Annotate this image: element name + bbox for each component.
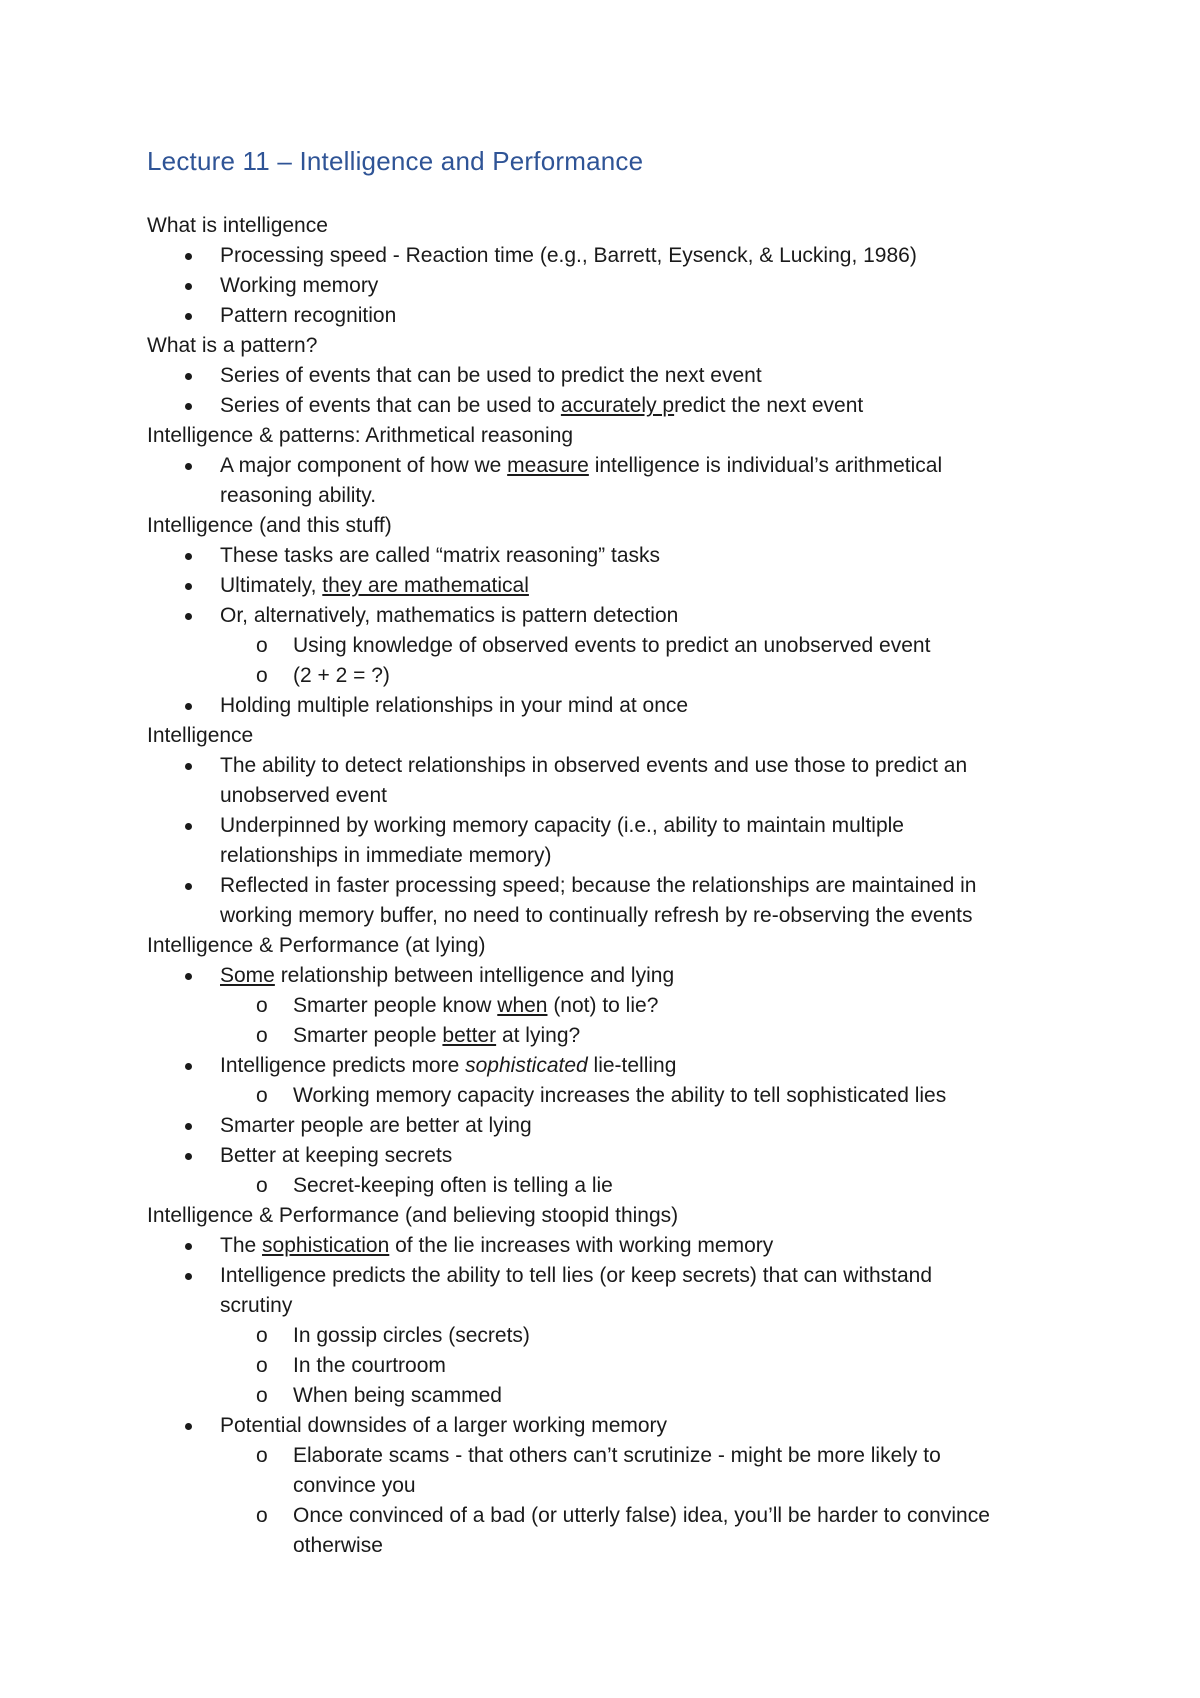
text-run: Working memory [220, 274, 379, 297]
bullet-item [147, 571, 1047, 601]
text-run: (2 + 2 = ?) [293, 664, 390, 687]
text-run: Intelligence & Performance (at lying) [147, 934, 486, 957]
text-run: lie-telling [587, 1054, 677, 1077]
text-run: reasoning ability. [220, 484, 377, 507]
text-run: Series of events that can be used to [220, 394, 561, 417]
bullet-item [147, 961, 1047, 991]
section-heading [147, 421, 1047, 451]
text-run: redict the next event [674, 394, 864, 417]
text-run: Elaborate scams - that others can’t scrutinize - might be more likely to [293, 1444, 941, 1467]
text-run: Once convinced of a bad (or utterly false) idea, you’ll be harder to convince [293, 1504, 990, 1527]
text-run: What is intelligence [147, 214, 328, 237]
text-run: Or, alternatively, mathematics is pattern detection [220, 604, 679, 627]
text-run: intelligence is individual’s arithmetical [588, 454, 943, 477]
text-run: Reflected in faster processing speed; because the relationships are maintained in [220, 874, 977, 897]
section-heading [147, 511, 1047, 541]
text-run: Smarter people [293, 1024, 443, 1047]
text-run: Better at keeping secrets [220, 1144, 453, 1167]
text-run: Series of events that can be used to predict the next event [220, 364, 762, 387]
text-run: In gossip circles (secrets) [293, 1324, 530, 1347]
text-run: Processing speed - Reaction time (e.g., Barrett, Eysenck, & Lucking, 1986) [220, 244, 917, 267]
text-run: Underpinned by working memory capacity (i.e., ability to maintain multiple [220, 814, 904, 837]
sub-bullet-item [147, 1441, 1047, 1471]
text-run: The ability to detect relationships in observed events and use those to predict an [220, 754, 968, 777]
text-run: otherwise [293, 1534, 383, 1557]
bullet-item [147, 361, 1047, 391]
bullet-item [147, 601, 1047, 631]
section-heading [147, 211, 1047, 241]
text-run: A major component of how we [220, 454, 508, 477]
sub-bullet-item [147, 1381, 1047, 1411]
sub-bullet-item [147, 1081, 1047, 1111]
text-run: at lying? [496, 1024, 581, 1047]
sub-bullet-item [147, 1021, 1047, 1051]
section-heading [147, 1201, 1047, 1231]
text-run: Intelligence & Performance (and believing stoopid things) [147, 1204, 679, 1227]
bullet-item [147, 451, 1047, 481]
text-run: Holding multiple relationships in your mind at once [220, 694, 689, 717]
bullet-item-continuation [147, 901, 1047, 931]
bullet-item [147, 751, 1047, 781]
bullet-item [147, 1141, 1047, 1171]
text-run: Intelligence predicts more [220, 1054, 466, 1077]
text-run: Secret-keeping often is telling a lie [293, 1174, 613, 1197]
bullet-item [147, 271, 1047, 301]
bullet-item-continuation [147, 781, 1047, 811]
underlined-text: accurately p [560, 394, 675, 417]
text-run: Ultimately, [220, 574, 323, 597]
section-heading [147, 331, 1047, 361]
sub-bullet-item [147, 1351, 1047, 1381]
sub-bullet-item-continuation [147, 1471, 1047, 1501]
text-run: Intelligence (and this stuff) [147, 514, 392, 537]
underlined-text: measure [507, 454, 589, 477]
bullet-item [147, 541, 1047, 571]
text-run: scrutiny [220, 1294, 293, 1317]
page-title: Lecture 11 – Intelligence and Performance [147, 146, 644, 176]
text-run: of the lie increases with working memory [389, 1234, 774, 1257]
section-heading [147, 931, 1047, 961]
underlined-text: they are mathematical [322, 574, 529, 597]
text-run: These tasks are called “matrix reasoning” tasks [220, 544, 661, 567]
underlined-text: when [497, 994, 548, 1017]
sub-bullet-item [147, 1501, 1047, 1531]
text-run: Pattern recognition [220, 304, 397, 327]
text-run: Smarter people are better at lying [220, 1114, 532, 1137]
bullet-item [147, 1111, 1047, 1141]
bullet-item [147, 1261, 1047, 1291]
bullet-item-continuation [147, 481, 1047, 511]
text-run: Smarter people know [293, 994, 498, 1017]
sub-bullet-item [147, 661, 1047, 691]
underlined-text: Some [220, 964, 275, 987]
section-heading [147, 721, 1047, 751]
bullet-item [147, 241, 1047, 271]
bullet-item [147, 1051, 1047, 1081]
text-run: relationship between intelligence and lying [274, 964, 675, 987]
text-run: convince you [293, 1474, 416, 1497]
bullet-item [147, 811, 1047, 841]
text-run: In the courtroom [293, 1354, 446, 1377]
underlined-text: sophistication [262, 1234, 390, 1257]
notes-body [147, 211, 1047, 1561]
underlined-text: better [442, 1024, 497, 1047]
bullet-item [147, 301, 1047, 331]
text-run: (not) to lie? [547, 994, 659, 1017]
bullet-item [147, 1231, 1047, 1261]
italic-text: sophisticated [465, 1054, 588, 1077]
text-run: Potential downsides of a larger working memory [220, 1414, 668, 1437]
text-run: Intelligence [147, 724, 254, 747]
text-run: The [220, 1234, 263, 1257]
text-run: When being scammed [293, 1384, 502, 1407]
text-run: Intelligence predicts the ability to tell lies (or keep secrets) that can withstand [220, 1264, 933, 1287]
bullet-item [147, 871, 1047, 901]
sub-bullet-item [147, 631, 1047, 661]
sub-bullet-item [147, 991, 1047, 1021]
bullet-item-continuation [147, 1291, 1047, 1321]
text-run: Intelligence & patterns: Arithmetical reasoning [147, 424, 574, 447]
bullet-item [147, 691, 1047, 721]
text-run: Working memory capacity increases the ability to tell sophisticated lies [293, 1084, 947, 1107]
sub-bullet-item [147, 1171, 1047, 1201]
text-run: working memory buffer, no need to continually refresh by re-observing the events [220, 904, 973, 927]
text-run: unobserved event [220, 784, 387, 807]
text-run: relationships in immediate memory) [220, 844, 552, 867]
bullet-item [147, 391, 1047, 421]
text-run: Using knowledge of observed events to predict an unobserved event [293, 634, 931, 657]
bullet-item [147, 1411, 1047, 1441]
sub-bullet-item-continuation [147, 1531, 1047, 1561]
bullet-item-continuation [147, 841, 1047, 871]
sub-bullet-item [147, 1321, 1047, 1351]
text-run: What is a pattern? [147, 334, 318, 357]
